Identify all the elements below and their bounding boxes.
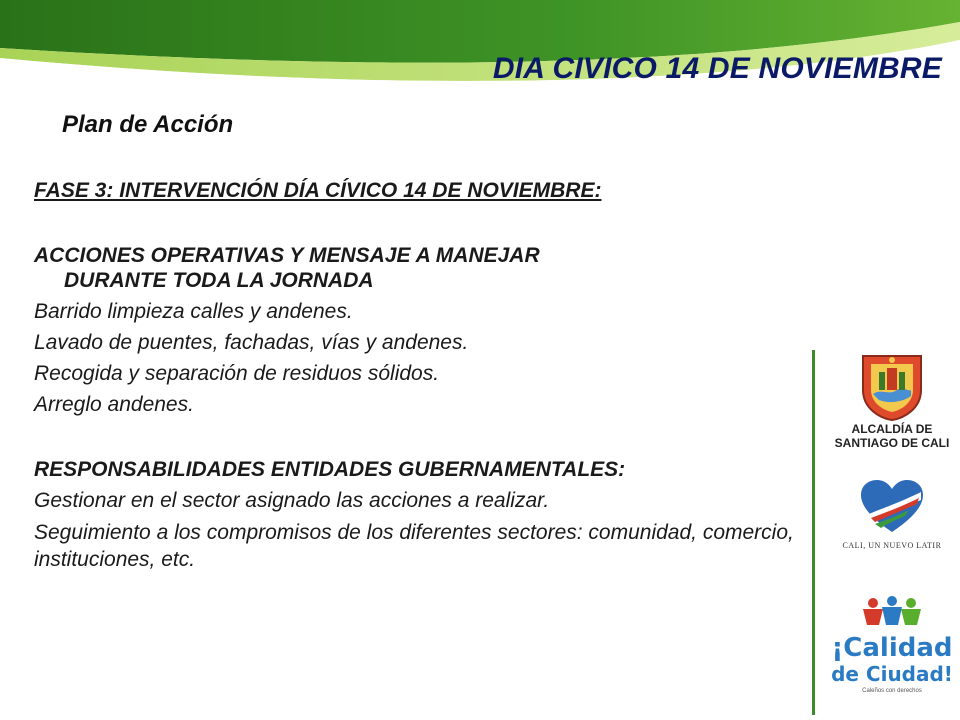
- calidad-tagline: Caleños con derechos: [862, 688, 922, 694]
- responsibility-item: Gestionar en el sector asignado las acciones a realizar.: [34, 489, 550, 512]
- heart-icon: [857, 478, 927, 536]
- alcaldia-line2: SANTIAGO DE CALI: [834, 436, 950, 450]
- cali-nuevo-latir-logo: [832, 478, 952, 550]
- alcaldia-logo: [822, 350, 960, 460]
- ciudad-word: de Ciudad!: [831, 662, 953, 686]
- action-item: Recogida y separación de residuos sólidos.: [34, 362, 440, 385]
- people-icon: [857, 595, 927, 629]
- header-banner: [0, 0, 960, 160]
- operational-heading-line1: ACCIONES OPERATIVAS Y MENSAJE A MANEJAR: [34, 244, 540, 267]
- action-item: Barrido limpieza calles y andenes.: [34, 300, 353, 323]
- operational-heading-line2: DURANTE TODA LA JORNADA: [64, 269, 374, 292]
- phase-heading: FASE 3: INTERVENCIÓN DÍA CÍVICO 14 DE NOVIEMBRE:: [34, 179, 602, 202]
- responsibilities-heading: RESPONSABILIDADES ENTIDADES GUBERNAMENTALES:: [34, 458, 626, 481]
- green-divider: [812, 350, 815, 715]
- page-subtitle: Plan de Acción: [62, 111, 234, 138]
- page-title: DIA CIVICO 14 DE NOVIEMBRE: [492, 52, 942, 85]
- calidad-de-ciudad-logo: [824, 595, 960, 694]
- action-item: Lavado de puentes, fachadas, vías y andenes.: [34, 331, 469, 354]
- cali-tagline: CALI, UN NUEVO LATIR: [842, 541, 942, 550]
- alcaldia-line1: ALCALDÍA DE: [851, 422, 933, 436]
- coat-of-arms-icon: [859, 350, 925, 422]
- slide-body: [34, 175, 804, 573]
- action-item: Arreglo andenes.: [34, 393, 194, 416]
- logo-column: [812, 350, 960, 720]
- responsibility-item: Seguimiento a los compromisos de los diferentes sectores: comunidad, comercio, instituciones, etc.: [34, 521, 794, 571]
- calidad-word: ¡Calidad: [831, 633, 953, 663]
